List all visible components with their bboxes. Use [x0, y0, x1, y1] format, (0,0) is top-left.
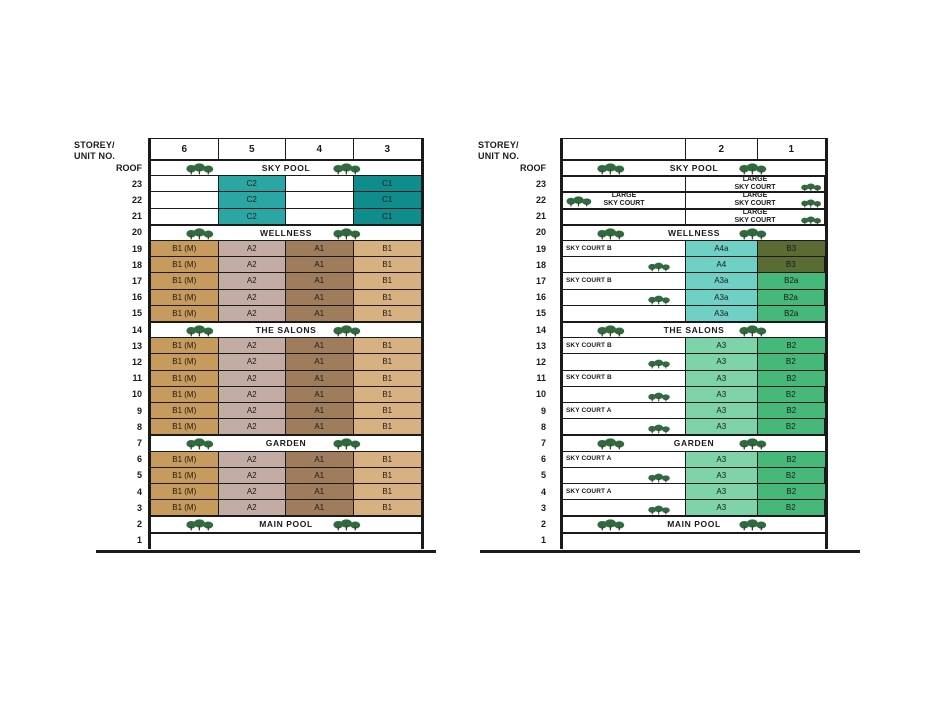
unit-cell: B1 (M)	[151, 452, 219, 467]
floor-number-label: 5	[136, 470, 142, 481]
unit-cell	[563, 500, 686, 515]
amenity-band-label: WELLNESS	[259, 227, 313, 238]
unit-cell: B2a	[758, 290, 825, 305]
unit-cell	[563, 290, 686, 305]
unit-cell: B1	[354, 500, 422, 515]
unit-cell	[286, 192, 354, 207]
floor-number-label: 5	[540, 470, 546, 481]
floor-number-label: 1	[540, 535, 546, 546]
floor-number-label: 9	[540, 405, 546, 416]
tower-outline-left	[148, 138, 150, 549]
unit-row	[150, 419, 422, 435]
unit-row	[150, 500, 422, 516]
unit-cell: B1	[354, 371, 422, 386]
unit-cell: A1	[286, 500, 354, 515]
large-sky-court-left: LARGE SKY COURT	[563, 193, 686, 207]
amenity-band-label: WELLNESS	[667, 227, 721, 238]
unit-row	[150, 468, 422, 484]
unit-cell: A1	[286, 306, 354, 321]
unit-column-header: 6	[151, 139, 219, 159]
sky-court-label-cell: SKY COURT B	[563, 273, 686, 288]
floor-number-label: 4	[540, 486, 546, 497]
unit-cell: B1 (M)	[151, 306, 219, 321]
floor-number-label: 19	[131, 243, 142, 254]
unit-column-header: 5	[219, 139, 287, 159]
unit-cell: C1	[354, 176, 422, 191]
sky-court-row	[562, 176, 826, 192]
unit-row	[562, 273, 826, 289]
floor-number-label: ROOF	[520, 162, 546, 173]
unit-cell: B1	[354, 241, 422, 256]
unit-cell: A3	[686, 468, 757, 483]
unit-cell: B2	[758, 371, 825, 386]
floor-number-label: 15	[131, 308, 142, 319]
amenity-band-row	[562, 160, 826, 176]
tower-outline-right	[422, 138, 424, 549]
unit-cell	[151, 192, 219, 207]
unit-cell: C2	[219, 176, 287, 191]
unit-cell: A2	[219, 403, 287, 418]
unit-cell: A2	[219, 257, 287, 272]
unit-cell: B1 (M)	[151, 290, 219, 305]
floor-number-label: 18	[535, 259, 546, 270]
floor-number-label: 10	[535, 389, 546, 400]
unit-row	[150, 403, 422, 419]
unit-cell: B1 (M)	[151, 484, 219, 499]
floor-number-label: 8	[136, 421, 142, 432]
unit-number-header-row	[150, 138, 422, 160]
unit-row	[562, 338, 826, 354]
unit-cell: A1	[286, 241, 354, 256]
unit-cell: A3	[686, 484, 757, 499]
unit-row	[150, 371, 422, 387]
unit-cell: A4a	[686, 241, 757, 256]
amenity-band-label: THE SALONS	[663, 325, 725, 336]
unit-cell: A2	[219, 452, 287, 467]
unit-cell: A3	[686, 338, 757, 353]
unit-row	[150, 338, 422, 354]
unit-cell: B1	[354, 452, 422, 467]
amenity-band-row	[562, 225, 826, 241]
unit-cell: B1 (M)	[151, 387, 219, 402]
amenity-band-label: SKY POOL	[669, 163, 719, 174]
floor-number-label: 23	[131, 178, 142, 189]
unit-cell: B1 (M)	[151, 419, 219, 434]
unit-row	[562, 419, 826, 435]
floor-number-label: 10	[131, 389, 142, 400]
unit-column-header: 1	[788, 143, 795, 155]
floor-number-label: 4	[136, 486, 142, 497]
unit-row	[150, 354, 422, 370]
unit-cell: A1	[286, 419, 354, 434]
unit-cell: C1	[354, 209, 422, 224]
amenity-band-label: MAIN POOL	[259, 519, 313, 530]
floor-number-label: 16	[131, 292, 142, 303]
unit-cell: B1 (M)	[151, 371, 219, 386]
floor-number-label: 2	[540, 518, 546, 529]
unit-cell	[151, 176, 219, 191]
floor-number-label: 18	[131, 259, 142, 270]
amenity-band-label: SKY POOL	[261, 163, 311, 174]
unit-cell: A1	[286, 290, 354, 305]
sky-court-row	[562, 209, 826, 225]
unit-row	[562, 484, 826, 500]
unit-cell: B1	[354, 257, 422, 272]
unit-cell: A3	[686, 371, 757, 386]
unit-cell: B2	[758, 354, 825, 369]
unit-row	[562, 371, 826, 387]
unit-row	[562, 306, 826, 322]
unit-cell	[563, 354, 686, 369]
unit-cell: B2	[758, 403, 825, 418]
unit-cell: A3	[686, 403, 757, 418]
unit-column-header: 2	[686, 139, 757, 159]
floor-number-label: 14	[535, 324, 546, 335]
large-sky-court-right: LARGE SKY COURT	[686, 210, 825, 224]
floor-number-label: 11	[132, 373, 142, 384]
large-sky-court-right: LARGE SKY COURT	[686, 193, 825, 207]
unit-cell: B1	[354, 403, 422, 418]
unit-cell	[563, 419, 686, 434]
unit-row	[562, 387, 826, 403]
unit-cell: B2	[758, 484, 825, 499]
amenity-band-label: GARDEN	[673, 438, 715, 449]
tower-outline-right	[826, 138, 828, 549]
amenity-band-row	[562, 322, 826, 338]
unit-cell: A3a	[686, 290, 757, 305]
unit-row	[150, 452, 422, 468]
unit-cell: A1	[286, 387, 354, 402]
unit-cell: A2	[219, 290, 287, 305]
unit-row	[150, 192, 422, 208]
unit-row	[150, 387, 422, 403]
unit-row	[562, 452, 826, 468]
amenity-band-label: THE SALONS	[255, 325, 317, 336]
unit-cell: A1	[286, 403, 354, 418]
unit-cell: B1 (M)	[151, 338, 219, 353]
unit-cell: A2	[219, 484, 287, 499]
floor-number-label: 15	[535, 308, 546, 319]
unit-cell	[563, 257, 686, 272]
ground-line	[96, 550, 436, 553]
unit-cell: A1	[286, 371, 354, 386]
unit-cell: B1	[354, 387, 422, 402]
unit-cell: B3	[758, 241, 825, 256]
floor-number-label: 13	[131, 340, 142, 351]
unit-row	[562, 354, 826, 370]
unit-cell: B1	[354, 306, 422, 321]
floor-number-label: 3	[136, 502, 142, 513]
unit-cell: A2	[219, 387, 287, 402]
floor-number-label: 12	[535, 356, 546, 367]
unit-cell: B2	[758, 387, 825, 402]
unit-row	[562, 257, 826, 273]
unit-row	[150, 484, 422, 500]
unit-cell: B2	[758, 452, 825, 467]
unit-cell: B1	[354, 290, 422, 305]
storey-header-line2: UNIT NO.	[478, 151, 520, 161]
floor-number-label: 6	[540, 454, 546, 465]
amenity-band-row	[150, 225, 422, 241]
storey-header-line1: STOREY/	[74, 140, 115, 150]
amenity-band-row	[150, 516, 422, 532]
unit-cell: B2	[758, 500, 825, 515]
unit-cell: A3	[686, 452, 757, 467]
unit-cell: A2	[219, 371, 287, 386]
unit-row	[562, 500, 826, 516]
unit-cell: B2	[758, 338, 825, 353]
floor-number-label: 7	[136, 437, 142, 448]
unit-cell: A3	[686, 354, 757, 369]
large-sky-court-left	[563, 177, 686, 191]
floor-number-label: 17	[131, 275, 142, 286]
amenity-band-label: MAIN POOL	[667, 519, 721, 530]
unit-cell	[563, 387, 686, 402]
unit-row	[150, 257, 422, 273]
unit-cell: A3a	[686, 273, 757, 288]
unit-cell: B2	[758, 468, 825, 483]
sky-court-label-cell: SKY COURT A	[563, 403, 686, 418]
unit-cell: A2	[219, 500, 287, 515]
unit-cell: C2	[219, 209, 287, 224]
unit-cell: A1	[286, 354, 354, 369]
unit-cell: A2	[219, 273, 287, 288]
unit-row	[150, 176, 422, 192]
unit-cell: A4	[686, 257, 757, 272]
unit-row	[150, 306, 422, 322]
unit-column-header: 4	[286, 139, 354, 159]
floor-number-label: 2	[136, 518, 142, 529]
floor-number-label: 22	[535, 194, 546, 205]
unit-cell: B2a	[758, 273, 825, 288]
unit-cell: A1	[286, 273, 354, 288]
floor-number-label: 7	[540, 437, 546, 448]
unit-cell: B1	[354, 419, 422, 434]
floor-number-label: 20	[535, 227, 546, 238]
floor-number-label: 21	[131, 211, 142, 222]
unit-cell: B1 (M)	[151, 403, 219, 418]
unit-cell: B2	[758, 419, 825, 434]
unit-cell: B3	[758, 257, 825, 272]
amenity-band-row	[150, 160, 422, 176]
unit-cell: B1 (M)	[151, 257, 219, 272]
floor-number-label: 20	[131, 227, 142, 238]
unit-cell: A1	[286, 257, 354, 272]
sky-court-label-cell: SKY COURT B	[563, 371, 686, 386]
unit-number-header-row	[562, 138, 826, 160]
floor-number-label: 21	[535, 211, 546, 222]
sky-court-row	[562, 192, 826, 208]
sky-court-label-cell: SKY COURT A	[563, 452, 686, 467]
floor-number-label: 9	[136, 405, 142, 416]
sky-court-label-cell: SKY COURT B	[563, 241, 686, 256]
unit-row	[562, 403, 826, 419]
unit-cell: A2	[219, 241, 287, 256]
unit-column-header: 3	[384, 143, 391, 155]
amenity-band-row	[562, 533, 826, 549]
amenity-band-label: GARDEN	[265, 438, 307, 449]
unit-cell: C1	[354, 192, 422, 207]
floor-number-label: 14	[131, 324, 142, 335]
amenity-band-row	[150, 533, 422, 549]
floor-number-label: 23	[535, 178, 546, 189]
large-sky-court-left	[563, 210, 686, 224]
sky-court-label-cell: SKY COURT B	[563, 338, 686, 353]
floor-number-label: ROOF	[116, 162, 142, 173]
unit-row	[150, 290, 422, 306]
ground-line	[480, 550, 860, 553]
unit-cell: B1	[354, 484, 422, 499]
unit-cell: A2	[219, 306, 287, 321]
floor-number-label: 6	[136, 454, 142, 465]
amenity-band-row	[150, 322, 422, 338]
amenity-band-row	[562, 516, 826, 532]
floor-number-label: 22	[131, 194, 142, 205]
floor-number-label: 16	[535, 292, 546, 303]
unit-cell: B1	[354, 468, 422, 483]
floor-number-label: 8	[540, 421, 546, 432]
unit-row	[562, 468, 826, 484]
unit-cell: A2	[219, 468, 287, 483]
unit-cell: B1	[354, 338, 422, 353]
unit-cell: A1	[286, 484, 354, 499]
storey-header-line2: UNIT NO.	[74, 151, 116, 161]
unit-cell	[563, 306, 686, 321]
floor-number-label: 11	[536, 373, 546, 384]
unit-cell: A2	[219, 338, 287, 353]
unit-row	[150, 241, 422, 257]
unit-row	[150, 273, 422, 289]
unit-row	[562, 241, 826, 257]
storey-header-line1: STOREY/	[478, 140, 519, 150]
unit-cell: A1	[286, 468, 354, 483]
unit-cell	[286, 209, 354, 224]
tower-outline-left	[560, 138, 562, 549]
floor-number-label: 3	[540, 502, 546, 513]
unit-cell: B1 (M)	[151, 273, 219, 288]
unit-cell	[563, 468, 686, 483]
unit-cell: B1 (M)	[151, 500, 219, 515]
floor-number-label: 17	[535, 275, 546, 286]
floor-number-label: 12	[131, 356, 142, 367]
unit-cell: A3	[686, 387, 757, 402]
floor-number-label: 1	[136, 535, 142, 546]
amenity-band-row	[562, 435, 826, 451]
unit-cell: A1	[286, 338, 354, 353]
unit-cell: A3	[686, 419, 757, 434]
unit-cell: A3a	[686, 306, 757, 321]
floor-number-label: 13	[535, 340, 546, 351]
unit-row	[562, 290, 826, 306]
unit-cell: B2a	[758, 306, 825, 321]
unit-cell: A3	[686, 500, 757, 515]
unit-cell: B1 (M)	[151, 241, 219, 256]
unit-row	[150, 209, 422, 225]
unit-cell: B1 (M)	[151, 468, 219, 483]
amenity-band-row	[150, 435, 422, 451]
unit-cell: B1	[354, 354, 422, 369]
unit-cell: A2	[219, 354, 287, 369]
unit-cell: B1	[354, 273, 422, 288]
unit-column-header	[563, 139, 686, 159]
unit-cell: A1	[286, 452, 354, 467]
floor-number-label: 19	[535, 243, 546, 254]
sky-court-label-cell: SKY COURT A	[563, 484, 686, 499]
unit-cell	[286, 176, 354, 191]
unit-cell: A2	[219, 419, 287, 434]
large-sky-court-right: LARGE SKY COURT	[686, 177, 825, 191]
unit-cell: C2	[219, 192, 287, 207]
unit-cell: B1 (M)	[151, 354, 219, 369]
unit-cell	[151, 209, 219, 224]
